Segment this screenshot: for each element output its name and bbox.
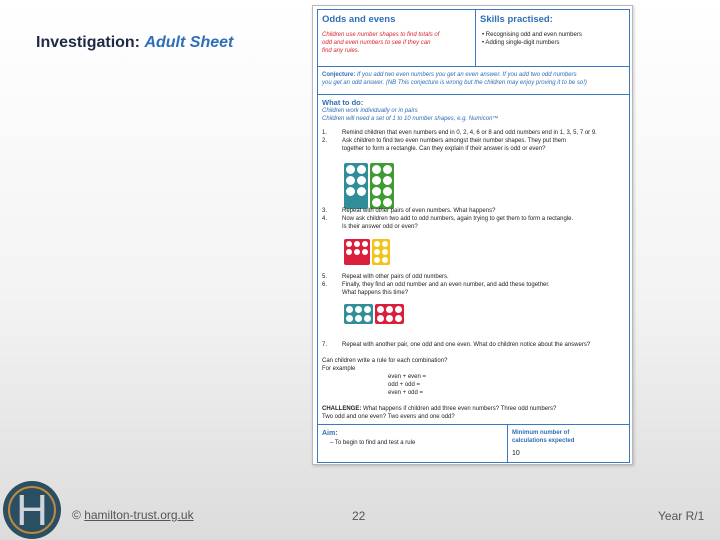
aim-label: Aim: xyxy=(322,430,338,437)
challenge-text-2: Two odd and one even? Two evens and one odd? xyxy=(322,414,455,420)
number-shape-green xyxy=(370,163,394,209)
sheet-desc-3: find any rules. xyxy=(322,48,360,54)
step-number: 2. xyxy=(322,138,328,144)
conjecture-label: Conjecture: xyxy=(322,72,356,78)
example-line: even + odd = xyxy=(388,390,424,396)
step-number: 1. xyxy=(322,130,328,136)
number-shapes-even-odd xyxy=(344,304,404,324)
number-shape-teal xyxy=(344,163,368,209)
step-number: 5. xyxy=(322,274,328,280)
step-text: Finally, they find an odd number and an even number, and add these together. xyxy=(342,282,550,288)
rule-question: Can children write a rule for each combination? xyxy=(322,358,448,364)
aim-rule xyxy=(318,424,629,425)
number-shapes-even-even xyxy=(344,163,394,209)
step-text: Repeat with other pairs of odd numbers. xyxy=(342,274,449,280)
min-calc-value: 10 xyxy=(512,450,520,457)
sheet-frame xyxy=(317,9,630,463)
what-to-do-title: What to do: xyxy=(322,98,364,107)
logo-letter: H xyxy=(16,486,48,535)
step-number: 4. xyxy=(322,216,328,222)
year-group: Year R/1 xyxy=(658,509,705,523)
number-shape-teal xyxy=(344,304,373,324)
slide-title-sub: Adult Sheet xyxy=(144,34,234,51)
step-text: Remind children that even numbers end in 0, 2, 4, 6 or 8 and odd numbers end in 1, 3, 5, 7 or 9. xyxy=(342,130,597,136)
slide-title-prefix: Investigation: xyxy=(36,34,145,51)
slide-title xyxy=(36,34,233,52)
sheet-title: Odds and evens xyxy=(322,14,396,25)
conjecture-rule xyxy=(318,94,629,95)
conjecture-line-1 xyxy=(322,72,577,79)
footer-credit xyxy=(72,508,194,522)
skills-title: Skills practised: xyxy=(480,14,553,25)
number-shapes-odd-odd xyxy=(344,239,390,265)
header-rule xyxy=(318,66,629,67)
number-shape-yellow xyxy=(372,239,390,265)
step-text: Now ask children two add to odd numbers, again trying to get them to form a rectangle. xyxy=(342,216,574,222)
copyright-symbol: © xyxy=(72,508,81,522)
min-calc-label-1: Minimum number of xyxy=(512,430,570,436)
skill-item: • Recognising odd and even numbers xyxy=(482,32,582,38)
skill-item: • Adding single-digit numbers xyxy=(482,40,560,46)
step-number: 7. xyxy=(322,342,328,348)
for-example: For example xyxy=(322,366,356,372)
step-number: 6. xyxy=(322,282,328,288)
conjecture-text-2: you get an odd answer. (NB This conjecture is wrong but the children may enjoy proving it to be so!) xyxy=(322,80,587,86)
aim-text: – To begin to find and test a rule xyxy=(330,440,416,446)
what-to-do-note: Children will need a set of 1 to 10 number shapes, e.g. Numicon™ xyxy=(322,116,499,122)
aim-divider xyxy=(507,424,508,462)
step-text: together to form a rectangle. Can they explain if their answer is odd or even? xyxy=(342,146,546,152)
step-text: What happens this time? xyxy=(342,290,409,296)
example-line: even + even = xyxy=(388,374,427,380)
number-shape-red xyxy=(375,304,404,324)
challenge-label: CHALLENGE: xyxy=(322,406,362,412)
hamilton-logo xyxy=(3,481,61,539)
adult-sheet xyxy=(312,5,633,465)
what-to-do-note: Children work individually or in pairs xyxy=(322,108,418,114)
challenge-text-1: What happens if children add three even numbers? Three odd numbers? xyxy=(363,406,557,412)
step-text: Repeat with other pairs of even numbers. What happens? xyxy=(342,208,496,214)
min-calc-label-2: calculations expected xyxy=(512,438,575,444)
hamilton-trust-link[interactable]: hamilton-trust.org.uk xyxy=(84,508,194,522)
step-text: Is their answer odd or even? xyxy=(342,224,418,230)
sheet-desc-2: odd and even numbers to see if they can xyxy=(322,40,431,46)
example-line: odd + odd = xyxy=(388,382,421,388)
sheet-desc-1: Children use number shapes to find totals of xyxy=(322,32,440,38)
conjecture-text-1: If you add two even numbers you get an even answer. If you add two odd numbers xyxy=(357,72,577,78)
page-number: 22 xyxy=(352,509,366,523)
step-text: Ask children to find two even numbers amongst their number shapes. They put them xyxy=(342,138,567,144)
number-shape-red xyxy=(344,239,370,265)
header-divider xyxy=(475,10,476,66)
step-text: Repeat with another pair, one odd and one even. What do children notice about the answers? xyxy=(342,342,591,348)
step-number: 3. xyxy=(322,208,328,214)
challenge-line-1 xyxy=(322,406,556,413)
